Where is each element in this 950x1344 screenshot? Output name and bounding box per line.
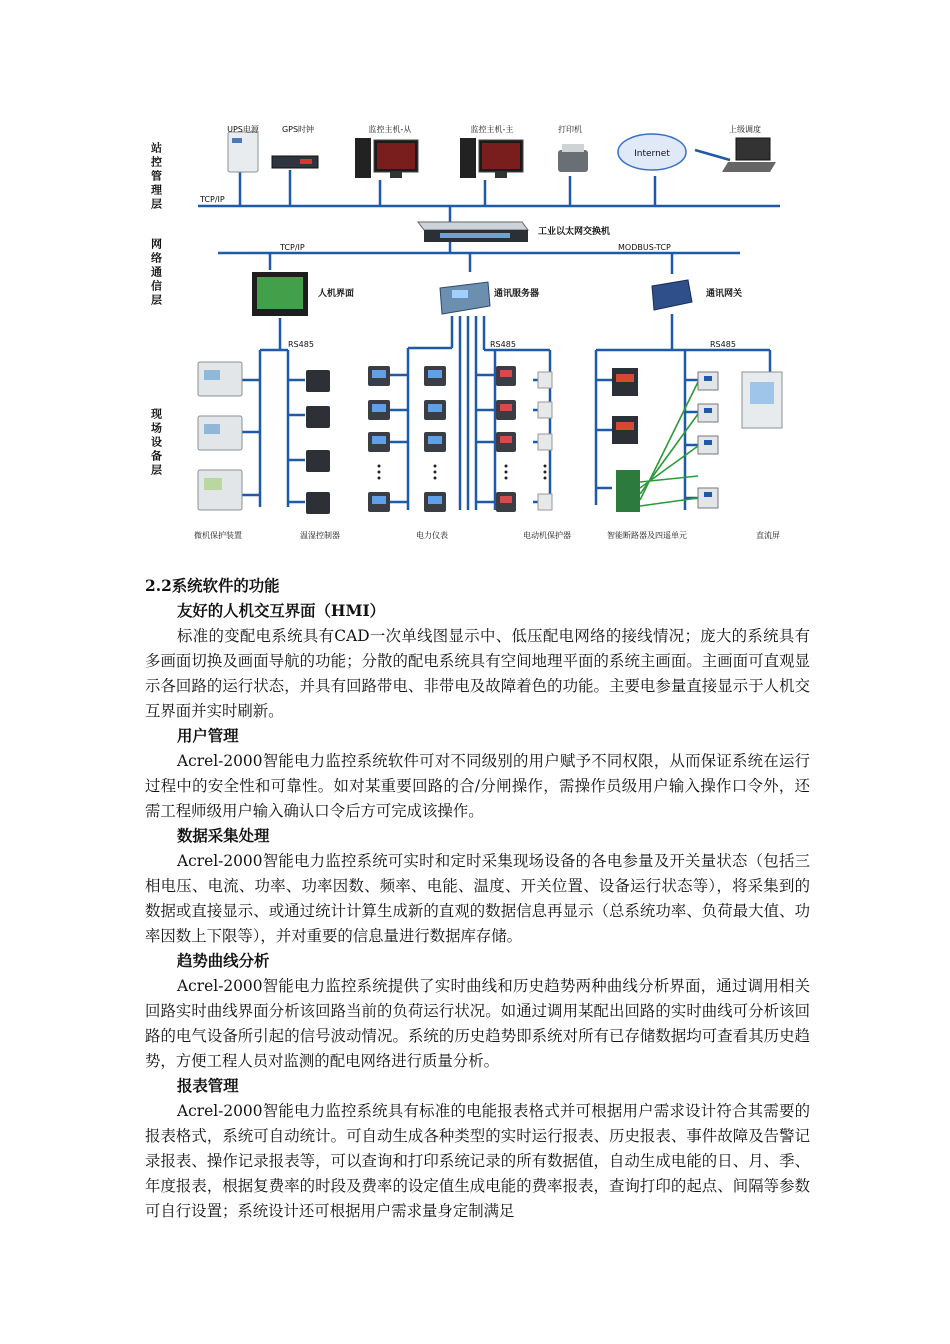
switch-label: 工业以太网交换机	[538, 227, 611, 237]
laptop-icon	[722, 138, 776, 172]
layer-label-station: 站控管理层	[149, 142, 163, 212]
breaker-label: 智能断路器及四遥单元	[607, 531, 687, 540]
item-heading: 友好的人机交互界面（HMI）	[177, 602, 386, 620]
motor-protector-icons	[496, 366, 552, 512]
meter-label: 电力仪表	[416, 531, 448, 540]
dc-panel-icon	[742, 372, 782, 428]
monitor-host-master-icon	[460, 138, 523, 178]
host-slave-label: 监控主机-从	[368, 125, 412, 134]
ups-icon	[228, 132, 258, 172]
ups-label: UPS电源	[227, 125, 259, 134]
layer-label-network: 网络通信层	[149, 238, 163, 308]
item-paragraph: Acrel-2000智能电力监控系统具有标准的电能报表格式并可根据用户需求设计符合其需要的报表格式，系统可自动统计。可自动生成各种类型的实时运行报表、历史报表、事件故障及告警记录报表、操作记录报表等，可以查询和打印系统记录的所有数据值，自动生成电能的日、月、季、年度报表，根据复费率的时段及费率的设定值生成电能的费率报表，查询打印的起点、间隔等参数可自行设置；系统设计还可根据用户需求量身定制满足	[145, 1102, 810, 1220]
section-title: 2.2系统软件的功能	[145, 577, 280, 595]
system-architecture-diagram	[140, 110, 820, 560]
tcpip-mid-label: TCP/IP	[280, 243, 305, 252]
gps-clock-icon	[272, 156, 318, 168]
modbus-label: MODBUS-TCP	[618, 243, 671, 252]
temp-humidity-label: 温湿控制器	[300, 531, 340, 540]
gps-label: GPS时钟	[281, 125, 315, 134]
smart-breaker-icons	[612, 368, 718, 512]
hmi-panel-icon	[252, 272, 308, 316]
gateway-label: 通讯网关	[706, 289, 743, 299]
dc-panel-label: 直流屏	[756, 531, 780, 540]
document-body	[145, 574, 810, 1224]
item-paragraph: 标准的变配电系统具有CAD一次单线图显示中、低压配电网络的接线情况；庞大的系统具有多画面切换及画面导航的功能；分散的配电系统具有空间地理平面的系统主画面。主画面可直观显示各回路的运行状态，并具有回路带电、非带电及故障着色的功能。主要电参量直接显示于人机交互界面并实时刷新。	[145, 627, 810, 720]
item-heading: 报表管理	[177, 1077, 239, 1095]
protection-relay-icons	[198, 362, 242, 510]
comm-server-label: 通讯服务器	[494, 289, 540, 299]
item-heading: 数据采集处理	[177, 827, 270, 845]
rs485-a-label: RS485	[288, 340, 314, 349]
printer-icon	[558, 144, 588, 172]
item-paragraph: Acrel-2000智能电力监控系统软件可对不同级别的用户赋予不同权限，从而保证系统在运行过程中的安全性和可靠性。如对某重要回路的合/分闸操作，需操作员级用户输入操作口令外，还需工程师级用户输入确认口令后方可完成该操作。	[145, 752, 810, 820]
rs485-c-label: RS485	[710, 340, 736, 349]
tcpip-top-label: TCP/IP	[200, 195, 225, 204]
motor-protection-label: 电动机保护器	[523, 531, 571, 540]
internet-label: Internet	[634, 149, 670, 159]
temp-humidity-controller-icons	[306, 370, 330, 514]
host-master-label: 监控主机-主	[470, 125, 514, 134]
dispatch-label: 上级调度	[729, 125, 761, 134]
layer-label-field: 现场设备层	[149, 408, 163, 478]
item-heading: 趋势曲线分析	[177, 952, 270, 970]
comm-server-icon	[440, 282, 490, 314]
hmi-label: 人机界面	[318, 289, 355, 299]
item-heading: 用户管理	[177, 727, 239, 745]
protection-label: 微机保护装置	[194, 531, 242, 540]
ethernet-switch-icon	[418, 222, 528, 242]
gateway-icon	[652, 280, 692, 310]
monitor-host-slave-icon	[355, 138, 418, 178]
rs485-b-label: RS485	[490, 340, 516, 349]
item-paragraph: Acrel-2000智能电力监控系统提供了实时曲线和历史趋势两种曲线分析界面，通过调用相关回路实时曲线界面分析该回路当前的负荷运行状况。如通过调用某配出回路的实时曲线可分析该回路的电气设备所引起的信号波动情况。系统的历史趋势即系统对所有已存储数据均可查看其历史趋势，方便工程人员对监测的配电网络进行质量分析。	[145, 977, 810, 1070]
item-paragraph: Acrel-2000智能电力监控系统可实时和定时采集现场设备的各电参量及开关量状态（包括三相电压、电流、功率、功率因数、频率、电能、温度、开关位置、设备运行状态等），将采集到的数据或直接显示、或通过统计计算生成新的直观的数据信息再显示（总系统功率、负荷最大值、功率因数上下限等），并对重要的信息量进行数据库存储。	[145, 852, 810, 945]
internet-cloud-icon	[618, 134, 686, 170]
printer-label: 打印机	[558, 125, 582, 134]
